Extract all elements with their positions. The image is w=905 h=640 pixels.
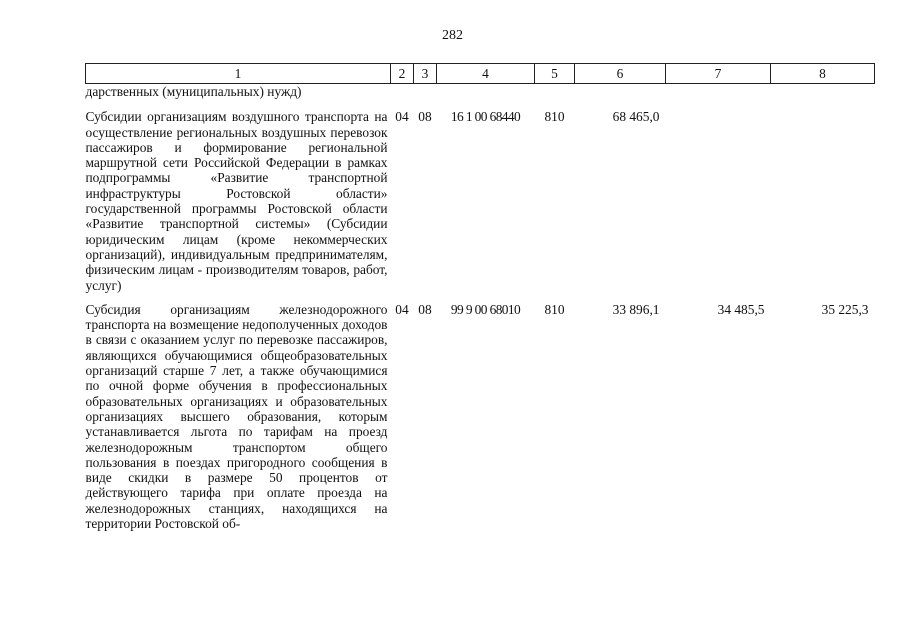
expense-type-code: 810 bbox=[544, 301, 565, 317]
section-code: 04 bbox=[395, 109, 409, 125]
column-header-5: 5 bbox=[535, 64, 575, 84]
amount-col-6: 33 896,1 bbox=[612, 301, 660, 317]
continuation-row bbox=[86, 84, 875, 100]
column-header-6: 6 bbox=[575, 64, 666, 84]
budget-table bbox=[85, 63, 875, 531]
row-description: Субсидия организациям железнодорожного транспорта на возмещение недополученных доходов в связи с оказанием услуг по перевозке пассажиров, являющихся обучающимися общеобразовательных организаций старше 7 лет, а также обучающимися по очной форме обучения в профессиональных образовательных организациях и образовательных организациях высшего образования, которым устанавливается льгота по тарифам на проезд железнодорожным транспортом общего пользования в поездах пригородного сообщения в виде скидки в размере 50 процентов от действующего тарифа при оплате проезда на железнодорожных станциях, находящихся на территории Ростовской об- bbox=[85, 301, 388, 532]
section-code: 04 bbox=[395, 301, 409, 317]
target-article-code: 16 1 00 68440 bbox=[450, 109, 521, 125]
column-header-2: 2 bbox=[391, 64, 414, 84]
subsection-code: 08 bbox=[418, 109, 432, 125]
amount-col-7: 34 485,5 bbox=[717, 301, 765, 317]
column-header-3: 3 bbox=[414, 64, 437, 84]
amount-col-8 bbox=[771, 99, 875, 293]
amount-col-8: 35 225,3 bbox=[821, 301, 869, 317]
column-header-row bbox=[86, 64, 875, 84]
table-row bbox=[86, 99, 875, 293]
column-header-1: 1 bbox=[86, 64, 391, 84]
column-header-7: 7 bbox=[666, 64, 771, 84]
amount-col-7 bbox=[666, 99, 771, 293]
row-description: Субсидии организациям воздушного транспорта на осуществление региональных воздушных перевозок пассажиров и формирование региональной маршрутной сети Российской Федерации в рамках подпрограммы «Развитие транспортной инфраструктуры Ростовской области» государственной программы Ростовской области «Развитие транспортной системы» (Субсидии юридическим лицам (кроме некоммерческих организаций), индивидуальным предпринимателям, физическим лицам - производителям товаров, работ, услуг) bbox=[85, 109, 388, 293]
target-article-code: 99 9 00 68010 bbox=[450, 301, 521, 317]
column-header-4: 4 bbox=[437, 64, 535, 84]
subsection-code: 08 bbox=[418, 301, 432, 317]
continuation-text: дарственных (муниципальных) нужд) bbox=[85, 84, 302, 99]
column-header-8: 8 bbox=[771, 64, 875, 84]
table-row bbox=[86, 293, 875, 531]
page-number: 282 bbox=[442, 28, 463, 43]
expense-type-code: 810 bbox=[544, 109, 565, 125]
amount-col-6: 68 465,0 bbox=[612, 109, 660, 125]
